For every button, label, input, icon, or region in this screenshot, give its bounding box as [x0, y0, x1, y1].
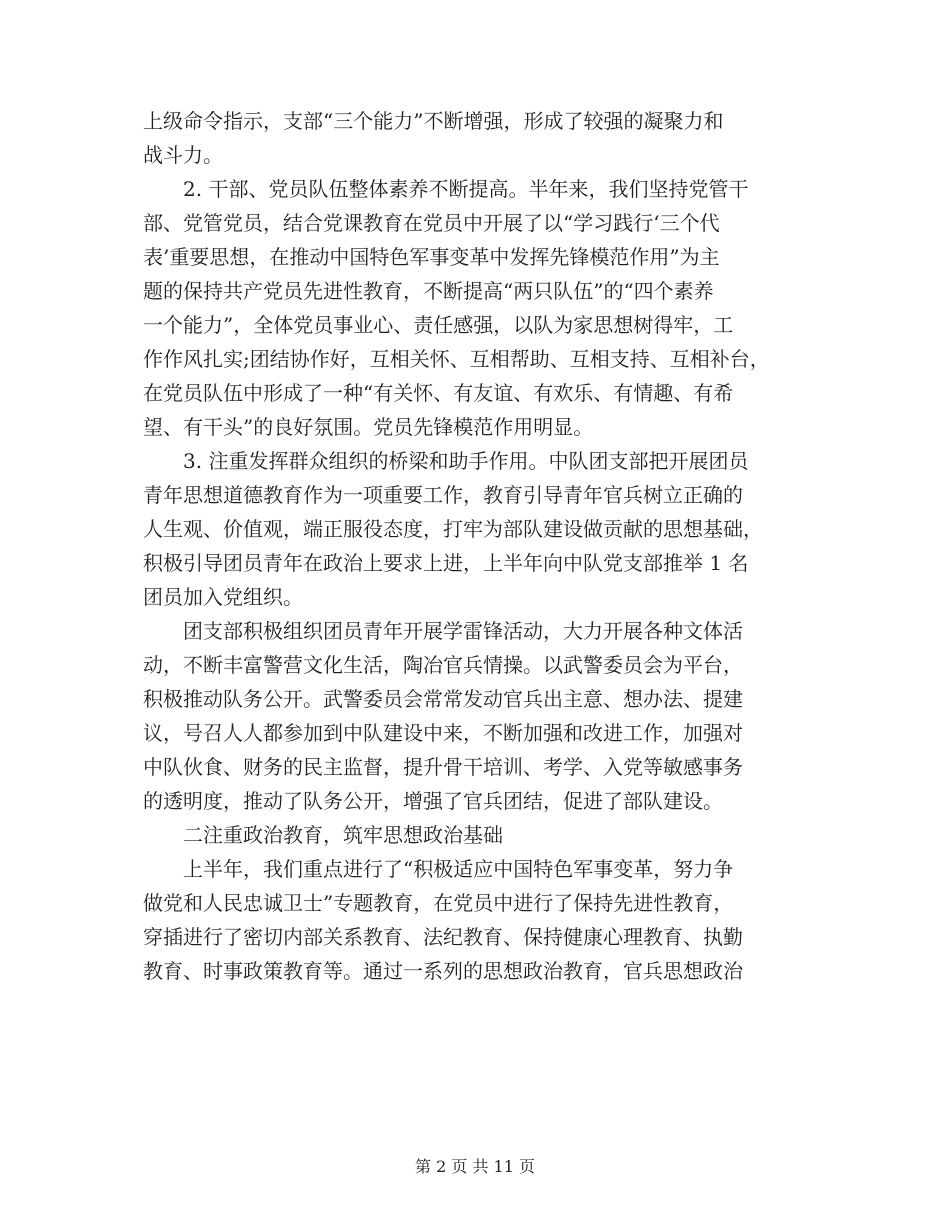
text-line: 动，不断丰富警营文化生活，陶冶官兵情操。以武警委员会为平台，: [143, 653, 743, 677]
text-line: 一个能力”，全体党员事业心、责任感强，以队为家思想树得牢，工: [143, 313, 734, 337]
text-line: 3. 注重发挥群众组织的桥梁和助手作用。中队团支部把开展团员: [143, 449, 749, 473]
text-line: 部、党管党员，结合党课教育在党员中开展了以“学习践行‘三个代: [143, 211, 720, 235]
text-line: 表’重要思想，在推动中国特色军事变革中发挥先锋模范作用”为主: [143, 245, 720, 269]
text-line: 团员加入党组织。: [143, 585, 303, 609]
text-line: 人生观、价值观，端正服役态度，打牢为部队建设做贡献的思想基础，: [143, 517, 763, 541]
text-line: 上级命令指示，支部“三个能力”不断增强，形成了较强的凝聚力和: [143, 109, 724, 133]
text-line: 在党员队伍中形成了一种“有关怀、有友谊、有欢乐、有情趣、有希: [143, 381, 734, 405]
text-line: 做党和人民忠诚卫士”专题教育，在党员中进行了保持先进性教育，: [143, 891, 734, 915]
text-line: 2. 干部、党员队伍整体素养不断提高。半年来，我们坚持党管干: [143, 177, 749, 201]
text-line: 积极引导团员青年在政治上要求上进，上半年向中队党支部推举 1 名: [143, 551, 749, 575]
text-line: 团支部积极组织团员青年开展学雷锋活动，大力开展各种文体活: [143, 619, 743, 643]
text-line: 青年思想道德教育作为一项重要工作，教育引导青年官兵树立正确的: [143, 483, 743, 507]
text-line: 教育、时事政策教育等。通过一系列的思想政治教育，官兵思想政治: [143, 959, 743, 983]
text-line: 望、有干头”的良好氛围。党员先锋模范作用明显。: [143, 415, 594, 439]
text-line: 的透明度，推动了队务公开，增强了官兵团结，促进了部队建设。: [143, 789, 723, 813]
text-line: 议，号召人人都参加到中队建设中来，不断加强和改进工作，加强对: [143, 721, 743, 745]
page-footer: 第 2 页 共 11 页: [415, 1157, 535, 1176]
text-line: 题的保持共产党员先进性教育，不断提高“两只队伍”的“四个素养: [143, 279, 714, 303]
body-text: [143, 104, 823, 988]
text-line: 战斗力。: [143, 143, 223, 167]
text-line: 中队伙食、财务的民主监督，提升骨干培训、考学、入党等敏感事务: [143, 755, 743, 779]
section-heading: 二注重政治教育，筑牢思想政治基础: [143, 823, 503, 847]
text-line: 穿插进行了密切内部关系教育、法纪教育、保持健康心理教育、执勤: [143, 925, 743, 949]
text-line: 作作风扎实;团结协作好，互相关怀、互相帮助、互相支持、互相补台，: [143, 347, 770, 371]
text-line: 积极推动队务公开。武警委员会常常发动官兵出主意、想办法、提建: [143, 687, 743, 711]
text-line: 上半年，我们重点进行了“积极适应中国特色军事变革，努力争: [143, 857, 734, 881]
